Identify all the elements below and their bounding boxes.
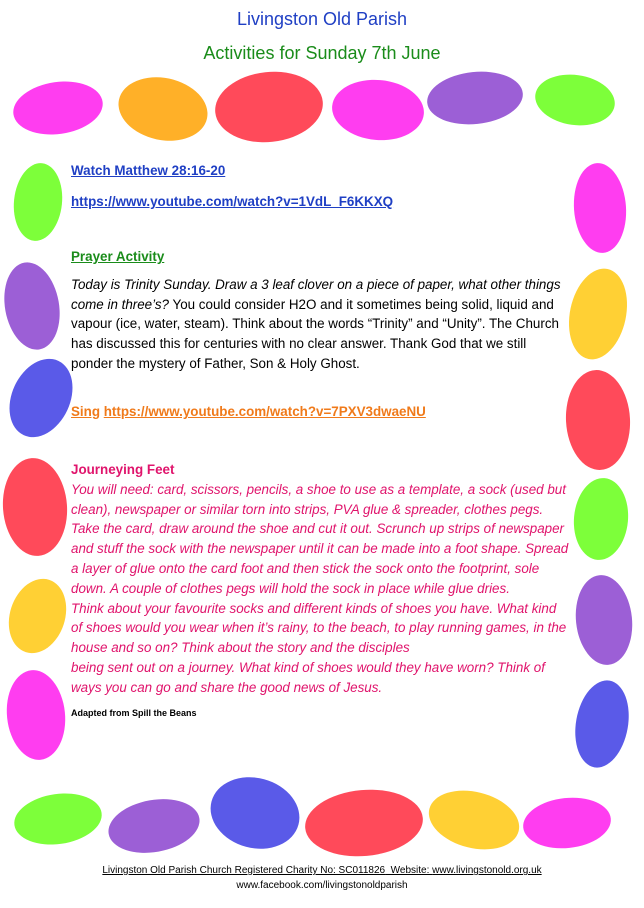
footer-line2 [0, 880, 644, 891]
bean-red [0, 456, 70, 558]
page-subtitle: Activities for Sunday 7th June [203, 43, 441, 63]
bean-blue [569, 676, 635, 772]
prayer-section [71, 247, 571, 374]
sing-label: Sing [71, 404, 101, 419]
bean-yellow [0, 571, 75, 660]
bean-purple [571, 572, 636, 667]
bean-purple [104, 792, 204, 859]
prayer-text [71, 275, 571, 374]
bean-pink [330, 76, 427, 144]
watch-video-link[interactable]: https://www.youtube.com/watch?v=1VdL_F6KKXQ [71, 193, 394, 209]
journey-reflection-cont: being sent out on a journey. What kind of shoes would they have worn? Think of ways you can go and share the good news of Jesus. [71, 659, 545, 695]
bean-red [302, 785, 425, 861]
bean-pink [521, 794, 614, 853]
bean-blue [202, 768, 307, 859]
bean-pink [571, 161, 629, 254]
bean-green [571, 476, 632, 562]
journey-section [71, 460, 569, 723]
bean-orange [113, 69, 214, 148]
footer-line1 [0, 865, 644, 876]
website-label: Website: [385, 865, 433, 876]
watch-section [71, 161, 571, 212]
sing-section [71, 402, 571, 422]
journey-reflection: Think about your favourite socks and different kinds of shoes you have. What kind of shoes would you wear when it’s rainy, to the beach, to play running games, in the house and so on? Think about the story and the disciples [71, 600, 567, 656]
bean-red [563, 368, 632, 471]
bean-green [532, 70, 618, 131]
bean-pink [2, 667, 69, 763]
website-link[interactable]: www.livingstonold.org.uk [432, 865, 542, 876]
bean-yellow [423, 782, 526, 859]
bean-purple [0, 258, 66, 354]
journey-materials: You will need: card, scissors, pencils, a shoe to use as a template, a sock (used but clean), newspaper or similar torn into strips, PVA glue & spreader, clothes pegs. [71, 481, 566, 517]
watch-heading: Watch Matthew 28:16-20 [71, 163, 226, 178]
bean-green [11, 788, 105, 850]
charity-info: Livingston Old Parish Church Registered Charity No: SC011826 [102, 865, 386, 876]
prayer-body: You could consider H2O and it sometimes being solid, liquid and vapour (ice, water, steam). Think about the words “Trinity” and “Unity”. The Church has discussed this for centuries with no clear answer. Thank God that we still ponder the mystery of Father, Son & Holy Ghost. [71, 296, 559, 371]
bean-yellow [561, 263, 635, 365]
journey-credit: Adapted from Spill the Beans [71, 707, 197, 718]
prayer-intro: Today is Trinity Sunday. Draw a 3 leaf clover on a piece of paper, what other things come in three’s? [71, 276, 561, 312]
bean-purple [425, 67, 526, 129]
bean-pink [10, 76, 106, 140]
journey-heading: Journeying Feet [71, 462, 175, 477]
prayer-heading: Prayer Activity [71, 249, 165, 264]
bean-green [10, 161, 66, 244]
page-title: Livingston Old Parish [236, 9, 408, 29]
facebook-link[interactable]: www.facebook.com/livingstonoldparish [236, 880, 408, 891]
journey-instructions: Take the card, draw around the shoe and cut it out. Scrunch up strips of newspaper and stuff the sock with the newspaper until it can be made into a foot shape. Spread a layer of glue onto the card foot and then stick the sock onto the footprint, sole down. A couple of clothes pegs will hold the sock in place while glue dries. [71, 521, 569, 596]
bean-red [212, 67, 327, 148]
sing-video-link[interactable]: https://www.youtube.com/watch?v=7PXV3dwaeNU [103, 404, 426, 419]
